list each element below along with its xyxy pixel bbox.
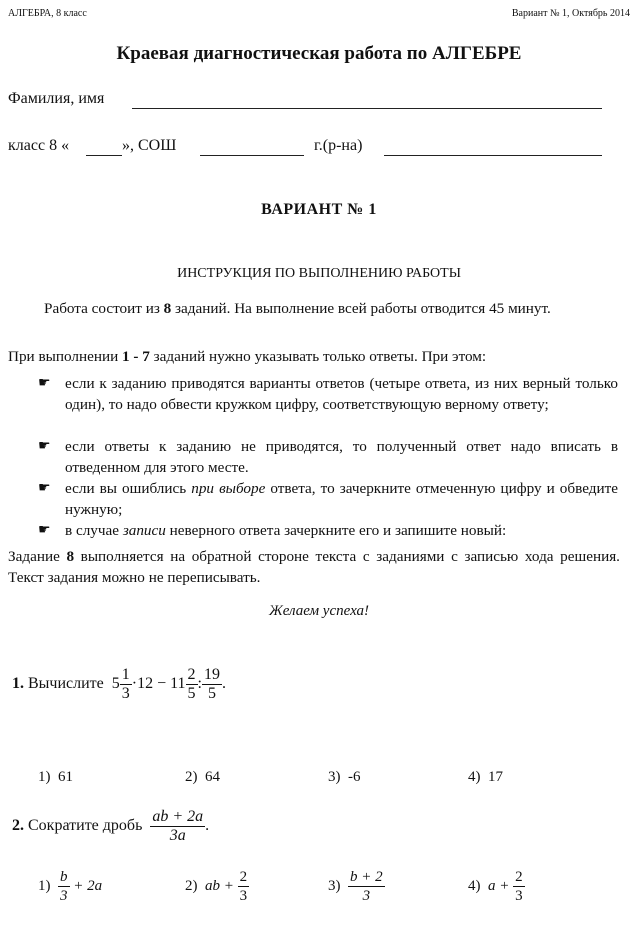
instruction-bullet-4: ☛ в случае записи неверного ответа зачеркните его и запишите новый: <box>38 522 507 539</box>
task-2-option-2[interactable]: 2) ab + $\frac{2}{3}$ <box>185 869 248 904</box>
task-2-statement: 2. Сократите дробь $\frac{ab + 2a}{3a}$ . <box>12 808 210 844</box>
instruction-bullet-3: ☛ если вы ошиблись при выборе ответа, то зачеркните отмеченную цифру и обведите нужную; <box>38 480 618 518</box>
task-1-option-4[interactable]: 4) 17 <box>468 769 503 785</box>
class-letter-line[interactable] <box>86 155 122 156</box>
task-2-option-4[interactable]: 4) a + $\frac{2}{3}$ <box>468 869 523 904</box>
task-1-option-1[interactable]: 1) 61 <box>38 769 73 785</box>
name-field-line[interactable] <box>132 108 602 109</box>
school-number-line[interactable] <box>200 155 304 156</box>
instruction-bullet-1: ☛ если к заданию приводятся варианты ответов (четыре ответа, из них верный только один), то надо обвести кружком цифру, соответствующую верному ответу; <box>38 375 618 413</box>
task-2-option-3[interactable]: 3) $\frac{b + 2}{3}$ <box>328 869 383 904</box>
task-2-label: Сократите дробь <box>28 817 143 835</box>
header-subject: АЛГЕБРА, 8 класс <box>8 8 87 19</box>
instructions-paragraph-1: Работа состоит из 8 заданий. На выполнение всей работы отводится 45 минут. <box>44 300 551 317</box>
bullet-arrow-icon: ☛ <box>38 523 51 538</box>
good-luck-wish: Желаем успеха! <box>268 603 370 619</box>
bullet-arrow-icon: ☛ <box>38 439 51 454</box>
task-1-number: 1. <box>12 675 24 693</box>
school-label: », СОШ <box>122 137 177 154</box>
task-1-label: Вычислите <box>28 675 104 693</box>
instructions-paragraph-2: При выполнении 1 - 7 заданий нужно указывать только ответы. При этом: <box>8 348 487 365</box>
instructions-title: ИНСТРУКЦИЯ ПО ВЫПОЛНЕНИЮ РАБОТЫ <box>177 266 461 281</box>
task-1-statement: 1. Вычислите 5 $\frac{1}{3}$ ·12 − 11 $\frac{2}{5}$ : $\frac{19}{5}$ . <box>12 666 226 702</box>
instructions-paragraph-3: Задание 8 выполняется на обратной стороне текста с заданиями с записью хода решения. Текст задания можно не переписывать. <box>8 548 620 586</box>
task-2-fraction: $\frac{ab + 2a}{3a}$ <box>152 808 204 844</box>
bullet-arrow-icon: ☛ <box>38 376 51 391</box>
name-field-label: Фамилия, имя <box>8 90 105 107</box>
page-title: Краевая диагностическая работа по АЛГЕБРЕ <box>116 43 522 64</box>
city-line[interactable] <box>384 155 602 156</box>
task-1-option-3[interactable]: 3) -6 <box>328 769 361 785</box>
variant-heading: ВАРИАНТ № 1 <box>261 201 377 218</box>
city-label: г.(р-на) <box>314 137 363 154</box>
header-variant-date: Вариант № 1, Октябрь 2014 <box>511 8 630 19</box>
task-1-option-2[interactable]: 2) 64 <box>185 769 220 785</box>
task-1-fraction-2: $\frac{2}{5}$ <box>187 666 196 702</box>
task-1-fraction-1: $\frac{1}{3}$ <box>121 666 130 702</box>
task-1-fraction-3: $\frac{19}{5}$ <box>204 666 220 702</box>
task-2-number: 2. <box>12 817 24 835</box>
task-2-option-1[interactable]: 1) $\frac{b}{3}$ + 2a <box>38 869 103 904</box>
instruction-bullet-2: ☛ если ответы к заданию не приводятся, то полученный ответ надо вписать в отведенном для этого месте. <box>38 438 618 476</box>
class-field-label: класс 8 « <box>8 137 70 154</box>
bullet-arrow-icon: ☛ <box>38 481 51 496</box>
